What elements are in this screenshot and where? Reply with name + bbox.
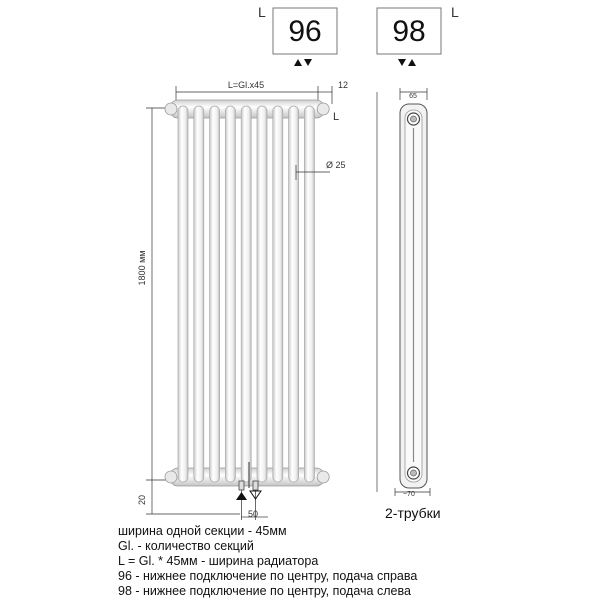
radiator-tube [304, 106, 314, 482]
depth-top-label: 65 [409, 93, 417, 100]
radiator-tube [225, 106, 235, 482]
code-98-value: 98 [392, 15, 426, 48]
code-98-arrows-icon [398, 59, 416, 66]
legend-line: 98 - нижнее подключение по центру, подача слева [118, 584, 411, 598]
code-96-prefix: L [258, 4, 266, 20]
end-cap [165, 103, 177, 115]
side-l-label: L [333, 111, 340, 123]
end-cap [165, 471, 177, 483]
radiator-tube [210, 106, 220, 482]
height-label: 1800 мм [137, 250, 147, 286]
code-box-98 [377, 4, 459, 66]
radiator-tube [241, 106, 251, 482]
profile-caption: 2-трубки [385, 505, 441, 521]
bottom-offset-label: 20 [137, 494, 147, 506]
connection-spacing-label: 50 [247, 509, 259, 519]
radiator-tube [289, 106, 299, 482]
radiator-tube [178, 106, 188, 482]
code-96-value: 96 [288, 15, 322, 48]
code-98-prefix: L [451, 4, 459, 20]
end-cap [317, 103, 329, 115]
radiator-tube [257, 106, 267, 482]
radiator-side-view [377, 88, 430, 496]
code-96-arrows-icon [294, 59, 312, 66]
right-offset-label: 12 [337, 80, 349, 90]
radiator-tube [194, 106, 204, 482]
end-cap [317, 471, 329, 483]
radiator-tube [273, 106, 283, 482]
radiator-front-view [165, 100, 329, 488]
legend-line: Gl. - количество секций [118, 539, 254, 553]
legend [118, 524, 417, 599]
legend-line: L = Gl. * 45мм - ширина радиатора [118, 554, 319, 568]
legend-line: 96 - нижнее подключение по центру, подача справа [118, 569, 418, 583]
supply-arrow-icon [236, 491, 261, 500]
width-formula-label: L=Gl.x45 [227, 80, 265, 90]
depth-bottom-label: ~70 [403, 491, 415, 498]
diameter-label: Ø 25 [326, 160, 346, 170]
legend-line: ширина одной секции - 45мм [118, 524, 287, 538]
code-box-96 [258, 4, 337, 66]
